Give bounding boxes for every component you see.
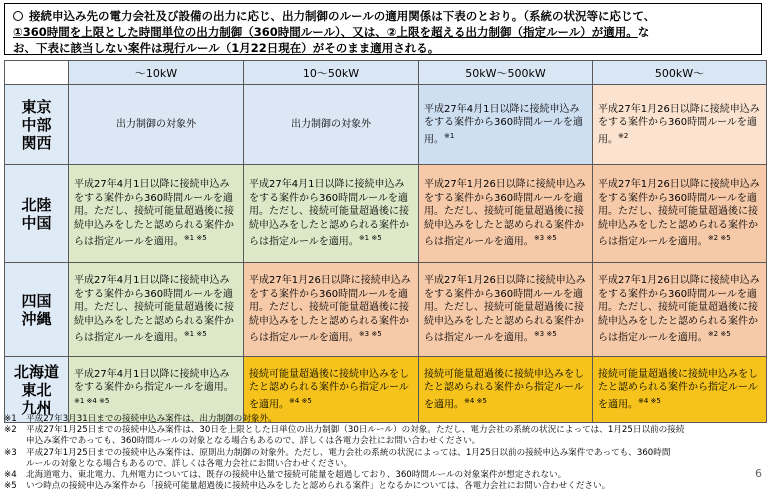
footnote-label: ※4 [4,470,17,481]
rule-note: ※1 [444,131,455,140]
rule-cell [244,165,419,263]
corner-cell [5,61,69,85]
rule-cell [244,85,419,165]
rule-note: ※2 [618,131,629,140]
region-name: 沖縄 [21,309,52,328]
rules-table [4,60,767,423]
region-name: 九州 [21,398,52,417]
footnote-5 [4,481,764,492]
table-row [5,357,767,423]
intro-note [4,3,762,55]
rule-text: 平成27年1月26日以降に接続申込みをする案件から360時間ルールを適用。 [598,103,760,145]
rule-text: 出力制御の対象外 [116,118,196,130]
footnote-label: ※1 [4,414,17,424]
table-row [5,165,767,263]
rule-cell [593,357,767,423]
rule-note: ※3 ※5 [533,330,557,339]
note-highlight: ①360時間を上限とした時間単位の出力制御（360時間ルール）、又は、②上限を超える出力制御（指定ルール）が適用。 [13,25,638,39]
rule-cell [69,357,244,423]
rule-note: ※1 ※4 ※5 [74,396,110,405]
col-head-0: ～10kW [69,61,244,85]
rule-note: ※4 ※5 [289,396,312,405]
rule-text: 平成27年4月1日以降に接続申込みをする案件から360時間ルールを適用。ただし、接続可能量超過後に接続申込みをしたと認められる案件からは指定ルールを適用。 [74,275,234,344]
rule-text: 接続可能量超過後に接続申込みをしたと認められる案件から指定ルールを適用。 [424,368,584,410]
rule-cell [419,85,593,165]
col-head-2: 50kW～500kW [419,61,593,85]
footnote-label: ※3 [4,447,17,458]
col-head-1: 10～50kW [244,61,419,85]
footnote-text: 平成27年1月25日までの接続申込み案件は、30日を上限とした日単位の出力制御（30日ルール）の対象。ただし、電力会社の系統の状況によっては、1月25日以前の接続 [26,425,685,436]
rule-cell [419,165,593,263]
table-row [5,85,767,165]
rule-text: 平成27年1月26日以降に接続申込みをする案件から360時間ルールを適用。ただし、接続可能量超過後に接続申込みをしたと認められる案件からは指定ルールを適用。 [249,275,411,344]
rule-cell [69,165,244,263]
region-hokkaido-tohoku-kyushu [5,357,69,423]
note-line1: 接続申込み先の電力会社及び設備の出力に応じ、出力制御のルールの適用関係は下表のとおり。（系統の状況等に応じて、 [29,9,656,23]
region-tokyo-chubu-kansai [5,85,69,165]
rule-text: 接続可能量超過後に接続申込みをしたと認められる案件から指定ルールを適用。 [598,368,758,410]
col-head-3: 500kW～ [593,61,767,85]
footnote-2 [4,425,764,436]
note-line3: お、下表に該当しない案件は現行ルール（1月22日現在）がそのまま適用される。 [13,41,440,55]
rule-note: ※1 ※5 [183,330,207,339]
footnote-text: 平成27年1月25日までの接続申込み案件は、原則出力制御の対象外。ただし、電力会社の系統の状況によっては、1月25日以前の接続申込み案件であっても、360時間 [26,447,671,458]
rule-cell [593,263,767,357]
region-name: 中部 [21,115,52,134]
rule-note: ※1 ※5 [358,234,382,243]
rule-cell [244,357,419,423]
rule-note: ※2 ※5 [707,330,731,339]
footnote-3 [4,448,764,459]
rule-cell [419,263,593,357]
rule-text: 接続可能量超過後に接続申込みをしたと認められる案件から指定ルールを適用。 [249,368,409,410]
footnote-2-cont: 申込み案件であっても、360時間ルールの対象となる場合もあるので、詳しくは各電力会社にお問い合わせください。 [26,436,481,447]
footnote-3-cont: ルールの対象となる場合もあるので、詳しくは各電力会社にお問い合わせください。 [26,458,353,469]
footnote-label: ※5 [4,481,17,492]
rule-cell [593,85,767,165]
footnote-1 [4,414,764,425]
footnote-4 [4,470,764,481]
rule-note: ※4 ※5 [464,396,487,405]
rule-cell [69,85,244,165]
rule-text: 平成27年4月1日以降に接続申込みをする案件から360時間ルールを適用。ただし、接続可能量超過後に接続申込みをしたと認められる案件からは指定ルールを適用。 [74,179,234,248]
header-row [5,61,767,85]
rule-note: ※4 ※5 [638,396,661,405]
region-name: 中国 [21,213,52,232]
table-row [5,263,767,357]
note-line2-tail: な [637,25,650,39]
region-name: 四国 [21,291,52,310]
rule-text: 平成27年1月26日以降に接続申込みをする案件から360時間ルールを適用。ただし、接続可能量超過後に接続申込みをしたと認められる案件からは指定ルールを適用。 [424,275,586,344]
region-name: 東京 [21,97,52,116]
rule-text: 平成27年1月26日以降に接続申込みをする案件から360時間ルールを適用。ただし、接続可能量超過後に接続申込みをしたと認められる案件からは指定ルールを適用。 [598,275,760,344]
rule-note: ※3 ※5 [533,234,557,243]
rule-text: 出力制御の対象外 [291,118,371,130]
footnote-text: いつ時点の接続申込み案件から「接続可能量超過後に接続申込みをしたと認められる案件」となるかについては、各電力会社にお問い合わせください。 [26,481,611,492]
page-number: 6 [755,467,762,480]
region-name: 関西 [21,133,52,152]
rule-text: 平成27年4月1日以降に接続申込みをする案件から指定ルールを適用。 [74,368,234,394]
region-name: 北海道 [13,362,59,381]
rule-text: 平成27年1月26日以降に接続申込みをする案件から360時間ルールを適用。ただし、接続可能量超過後に接続申込みをしたと認められる案件からは指定ルールを適用。 [424,179,586,248]
region-name: 東北 [21,380,52,399]
rule-cell [419,357,593,423]
rule-text: 平成27年1月26日以降に接続申込みをする案件から360時間ルールを適用。ただし、接続可能量超過後に接続申込みをしたと認められる案件からは指定ルールを適用。 [598,179,760,248]
rule-text: 平成27年4月1日以降に接続申込みをする案件から360時間ルールを適用。ただし、接続可能量超過後に接続申込みをしたと認められる案件からは指定ルールを適用。 [249,179,409,248]
rule-cell [244,263,419,357]
rule-cell [593,165,767,263]
rule-note: ※1 ※5 [183,234,207,243]
rule-note: ※2 ※5 [707,234,731,243]
footnote-label: ※2 [4,425,17,436]
rule-note: ※3 ※5 [358,330,382,339]
region-shikoku-okinawa [5,263,69,357]
footnote-text: 平成27年3月31日までの接続申込み案件は、出力制御の対象外。 [26,414,277,424]
region-hokuriku-chugoku [5,165,69,263]
rule-text: 平成27年4月1日以降に接続申込みをする案件から360時間ルールを適用。 [424,103,583,145]
rule-cell [69,263,244,357]
circle-bullet-icon [13,11,23,21]
region-name: 北陸 [21,195,52,214]
footnotes [4,414,764,492]
footnote-text: 北海道電力、東北電力、九州電力については、既存の接続申込量で接続可能量を超過しており、360時間ルールの対象案件が想定されない。 [26,470,567,481]
